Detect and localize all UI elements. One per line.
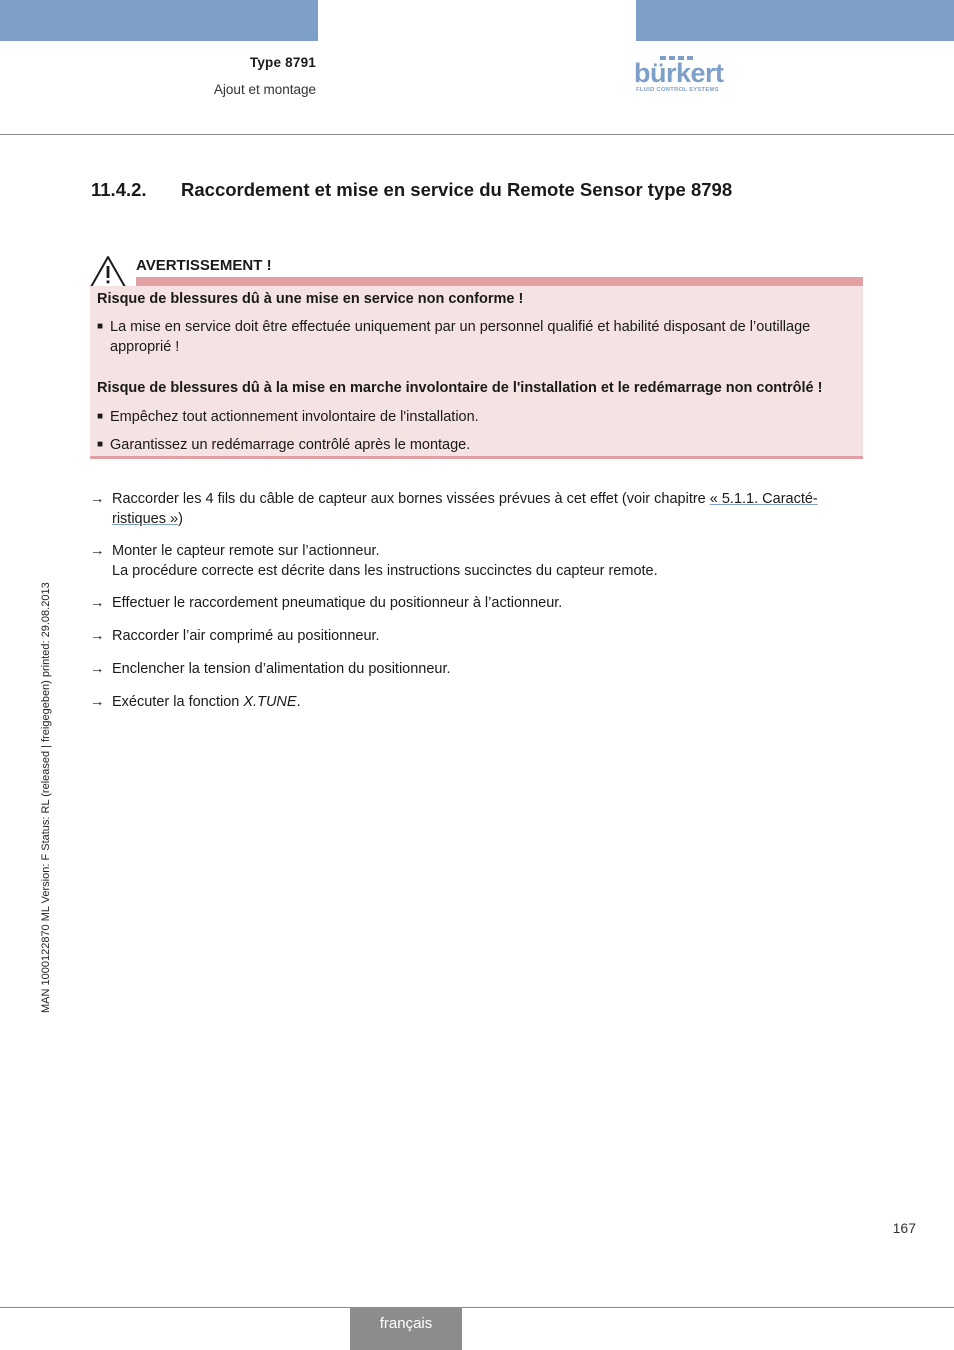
bullet-icon: ■ — [97, 411, 104, 422]
burkert-logo — [634, 56, 744, 96]
bullet-icon: ■ — [97, 439, 104, 450]
document-type: Type 8791 — [249, 55, 316, 70]
arrow-right-icon: → — [90, 595, 105, 611]
bullet-icon: ■ — [97, 321, 104, 332]
chapter-subtitle: Ajout et montage — [213, 82, 316, 97]
step-text: Raccorder l’air comprimé au positionneur. — [112, 628, 380, 644]
chapter-link[interactable]: « 5.1.1. Caracté-ristiques » — [112, 491, 818, 527]
logo-wordmark: bürkert — [634, 58, 724, 88]
warning-triangle-icon — [89, 255, 127, 289]
header-bar-left — [0, 0, 318, 41]
arrow-right-icon: → — [90, 694, 105, 710]
header-bar-right — [636, 0, 954, 41]
step-text: Monter le capteur remote sur l’actionneur. La procédure correcte est décrite dans les instructions succinctes du capteur remote. — [112, 543, 658, 579]
header-divider — [0, 134, 954, 135]
warning-accent-bar — [136, 277, 863, 286]
function-name: X.TUNE — [243, 694, 297, 710]
language-tab: français — [350, 1307, 462, 1350]
arrow-right-icon: → — [90, 628, 105, 644]
arrow-right-icon: → — [90, 491, 105, 507]
step-text: Exécuter la fonction X.TUNE. — [112, 694, 301, 710]
warning-bullet-1: La mise en service doit être effectuée uniquement par un personnel qualifié et habilité disposant de l’outillage approprié ! — [110, 319, 811, 355]
footer-divider — [0, 1307, 954, 1308]
warning-risk-2: Risque de blessures dû à la mise en marche involontaire de l'installation et le redémarrage non contrôlé ! — [97, 380, 823, 396]
arrow-right-icon: → — [90, 661, 105, 677]
step-text: Raccorder les 4 fils du câble de capteur aux bornes vissées prévues à cet effet (voir chapitre « 5.1.1. Caracté-ristiques ») — [112, 491, 818, 527]
section-number: 11.4.2. — [91, 179, 147, 200]
page-number: 167 — [892, 1220, 916, 1236]
warning-label: AVERTISSEMENT ! — [136, 257, 272, 274]
step-text: Effectuer le raccordement pneumatique du positionneur à l’actionneur. — [112, 595, 563, 611]
warning-risk-1: Risque de blessures dû à une mise en service non conforme ! — [97, 291, 524, 307]
warning-bullet-3: Garantissez un redémarrage contrôlé après le montage. — [110, 437, 471, 453]
warning-box — [90, 286, 863, 456]
document-side-note: MAN 1000122870 ML Version: F Status: RL (released | freigegeben) printed: 29.08.2013 — [40, 582, 52, 1013]
logo-tagline: FLUID CONTROL SYSTEMS — [636, 87, 719, 93]
section-title: Raccordement et mise en service du Remote Sensor type 8798 — [181, 179, 733, 200]
warning-bullet-2: Empêchez tout actionnement involontaire de l'installation. — [110, 409, 479, 425]
step-text: Enclencher la tension d’alimentation du positionneur. — [112, 661, 451, 677]
warning-bottom-rule — [90, 456, 863, 459]
arrow-right-icon: → — [90, 543, 105, 559]
